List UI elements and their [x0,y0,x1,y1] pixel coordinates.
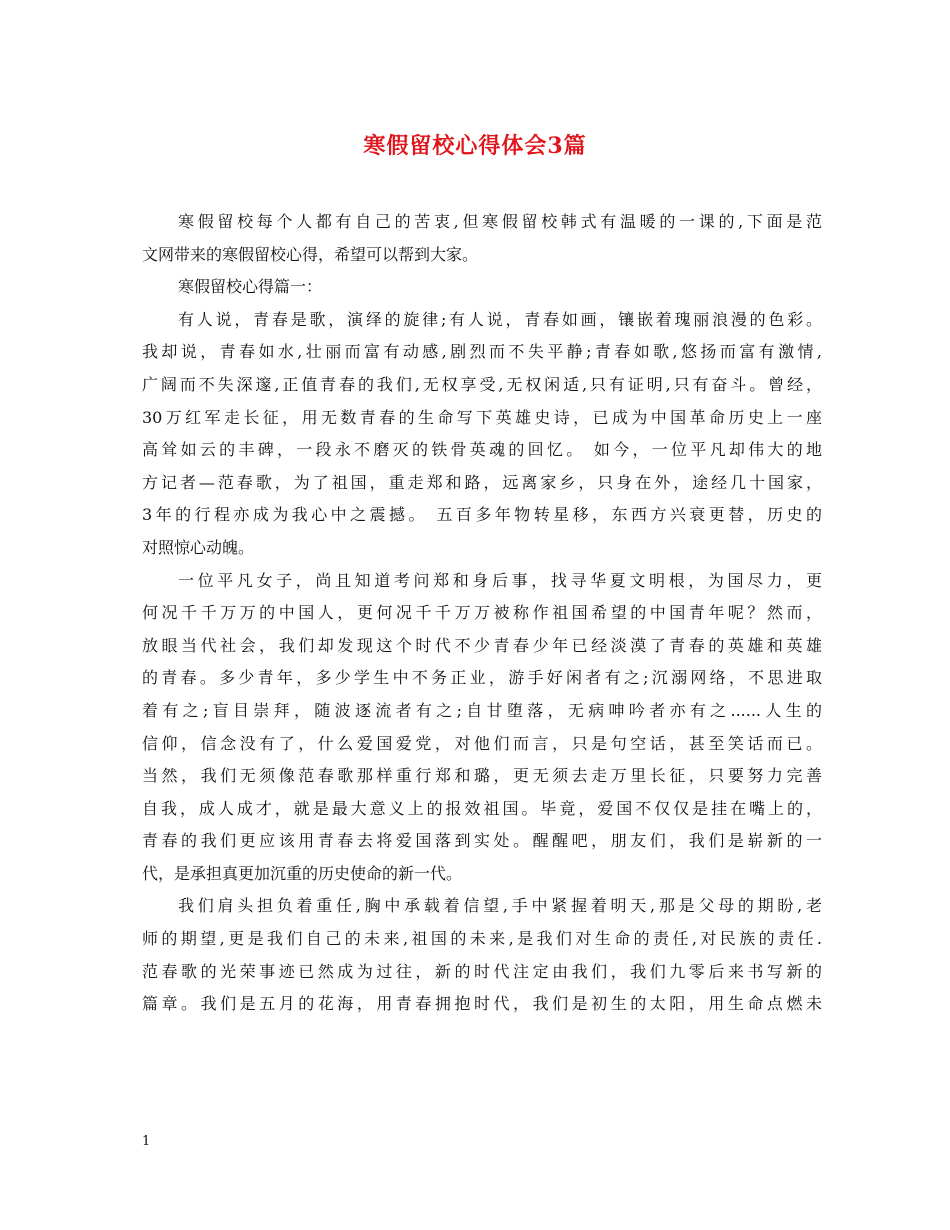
text-line: 何况千千万万的中国人，更何况千千万万被称作祖国希望的中国青年呢？然而， [142,603,822,623]
text-line: 范春歌的光荣事迹已然成为过往，新的时代注定由我们，我们九零后来书写新的 [142,961,822,981]
text-line: 一位平凡女子，尚且知道考问郑和身后事，找寻华夏文明根，为国尽力，更 [178,570,822,590]
text-line: 自我，成人成才，就是最大意义上的报效祖国。毕竟，爱国不仅仅是挂在嘴上的， [142,798,822,818]
text-line: 30万红军走长征，用无数青春的生命写下英雄史诗，已成为中国革命历史上一座 [142,407,822,427]
text-line: 文网带来的寒假留校心得，希望可以帮到大家。 [142,244,479,264]
text-line: 寒假留校心得篇一： [178,277,323,297]
text-line: 师的期望,更是我们自己的未来,祖国的未来,是我们对生命的责任,对民族的责任. [142,929,822,949]
text-line: 我们肩头担负着重任,胸中承载着信望,手中紧握着明天,那是父母的期盼,老 [178,896,822,916]
document-title: 寒假留校心得体会3篇 [363,133,587,159]
text-line: 有人说，青春是歌，演绎的旋律;有人说，青春如画，镶嵌着瑰丽浪漫的色彩。 [178,309,822,329]
text-line: 寒假留校每个人都有自己的苦衷,但寒假留校韩式有温暖的一课的,下面是范 [178,212,822,231]
text-line: 当然，我们无须像范春歌那样重行郑和璐，更无须去走万里长征，只要努力完善 [142,766,822,786]
document-body [142,206,822,1021]
page-number: 1 [142,1134,151,1149]
text-line: 篇章。我们是五月的花海，用青春拥抱时代，我们是初生的太阳，用生命点燃未 [142,994,822,1014]
text-line: 代，是承担真更加沉重的历史使命的新一代。 [142,863,463,883]
text-line: 放眼当代社会，我们却发现这个时代不少青春少年已经淡漠了青春的英雄和英雄 [142,635,822,655]
text-line: 方记者—范春歌，为了祖国，重走郑和路，远离家乡，只身在外，途经几十国家， [142,472,822,492]
text-line: 我却说，青春如水,壮丽而富有动感,剧烈而不失平静;青春如歌,悠扬而富有激情, [142,342,822,362]
text-line: 着有之;盲目崇拜，随波逐流者有之;自甘堕落，无病呻吟者亦有之......人生的 [142,700,822,720]
text-line: 高耸如云的丰碑，一段永不磨灭的铁骨英魂的回忆。 如今，一位平凡却伟大的地 [142,440,822,460]
text-line: 青春的我们更应该用青春去将爱国落到实处。醒醒吧，朋友们，我们是崭新的一 [142,831,822,851]
text-line: 广阔而不失深邃,正值青春的我们,无权享受,无权闲适,只有证明,只有奋斗。曾经， [142,374,822,394]
text-line: 信仰，信念没有了，什么爱国爱党，对他们而言，只是句空话，甚至笑话而已。 [142,733,822,753]
text-line: 对照惊心动魄。 [142,537,255,557]
text-line: 的青春。多少青年，多少学生中不务正业，游手好闲者有之;沉溺网络，不思进取 [142,668,822,688]
text-line: 3年的行程亦成为我心中之震撼。 五百多年物转星移，东西方兴衰更替，历史的 [142,505,822,525]
